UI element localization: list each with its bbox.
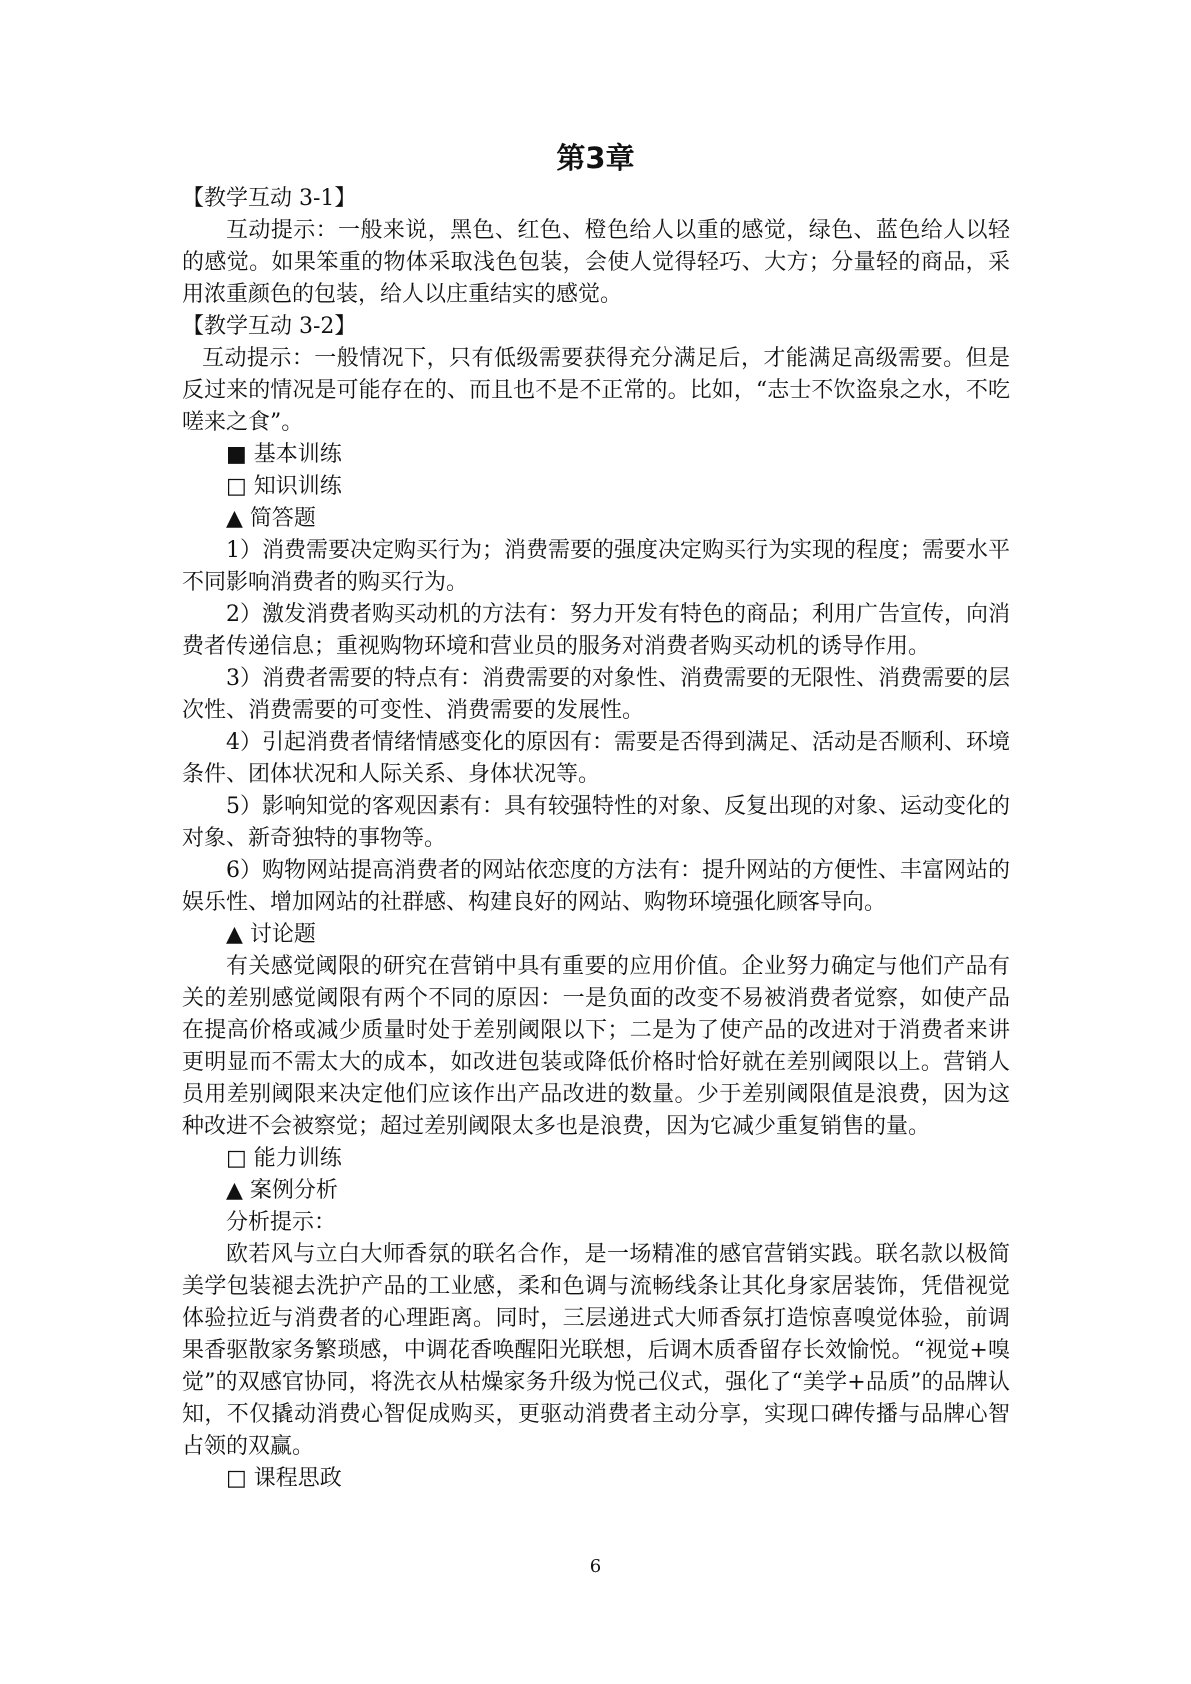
interaction-1-heading: 【教学互动 3-1】 bbox=[182, 186, 357, 211]
interaction-2-text: 互动提示：一般情况下，只有低级需要获得充分满足后，才能满足高级需要。但是反过来的情况是可能存在的、而且也不是不正常的。比如，“志士不饮盗泉之水，不吃嗟来之食”。 bbox=[182, 346, 1010, 435]
knowledge-training-heading: □ 知识训练 bbox=[226, 474, 342, 499]
interaction-1-text: 互动提示：一般来说，黑色、红色、橙色给人以重的感觉，绿色、蓝色给人以轻的感觉。如果笨重的物体采取浅色包装，会使人觉得轻巧、大方；分量轻的商品，采用浓重颜色的包装，给人以庄重结实的感觉。 bbox=[182, 218, 1010, 307]
document-body bbox=[182, 183, 1010, 1495]
answer-item: 2）激发消费者购买动机的方法有：努力开发有特色的商品；利用广告宣传，向消费者传递信息；重视购物环境和营业员的服务对消费者购买动机的诱导作用。 bbox=[182, 602, 1010, 659]
answer-item: 5）影响知觉的客观因素有：具有较强特性的对象、反复出现的对象、运动变化的对象、新奇独特的事物等。 bbox=[182, 794, 1010, 851]
discussion-heading: ▲ 讨论题 bbox=[226, 922, 316, 947]
case-analysis-heading: ▲ 案例分析 bbox=[226, 1178, 338, 1203]
interaction-2-heading: 【教学互动 3-2】 bbox=[182, 314, 357, 339]
answer-item: 3）消费者需要的特点有：消费需要的对象性、消费需要的无限性、消费需要的层次性、消费需要的可变性、消费需要的发展性。 bbox=[182, 666, 1010, 723]
short-answer-heading: ▲ 简答题 bbox=[226, 506, 316, 531]
chapter-title: 第3章 bbox=[556, 141, 635, 175]
discussion-text: 有关感觉阈限的研究在营销中具有重要的应用价值。企业努力确定与他们产品有关的差别感觉阈限有两个不同的原因：一是负面的改变不易被消费者觉察，如使产品在提高价格或减少质量时处于差别阈限以下；二是为了使产品的改进对于消费者来讲更明显而不需太大的成本，如改进包装或降低价格时恰好就在差别阈限以上。营销人员用差别阈限来决定他们应该作出产品改进的数量。少于差别阈限值是浪费，因为这种改进不会被察觉；超过差别阈限太多也是浪费，因为它减少重复销售的量。 bbox=[182, 954, 1010, 1139]
ability-training-heading: □ 能力训练 bbox=[226, 1146, 342, 1171]
basic-training-heading: ■ 基本训练 bbox=[226, 442, 342, 467]
analysis-hint-label: 分析提示： bbox=[226, 1210, 337, 1235]
answer-item: 4）引起消费者情绪情感变化的原因有：需要是否得到满足、活动是否顺利、环境条件、团体状况和人际关系、身体状况等。 bbox=[182, 730, 1010, 787]
answer-item: 1）消费需要决定购买行为；消费需要的强度决定购买行为实现的程度；需要水平不同影响消费者的购买行为。 bbox=[182, 538, 1010, 595]
answer-item: 6）购物网站提高消费者的网站依恋度的方法有：提升网站的方便性、丰富网站的娱乐性、增加网站的社群感、构建良好的网站、购物环境强化顾客导向。 bbox=[182, 858, 1010, 915]
page-number: 6 bbox=[589, 1556, 602, 1577]
course-ideology-heading: □ 课程思政 bbox=[226, 1466, 342, 1491]
case-analysis-text: 欧若风与立白大师香氛的联名合作，是一场精准的感官营销实践。联名款以极简美学包装褪去洗护产品的工业感，柔和色调与流畅线条让其化身家居装饰，凭借视觉体验拉近与消费者的心理距离。同时，三层递进式大师香氛打造惊喜嗅觉体验，前调果香驱散家务繁琐感，中调花香唤醒阳光联想，后调木质香留存长效愉悦。“视觉+嗅觉”的双感官协同，将洗衣从枯燥家务升级为悦己仪式，强化了“美学+品质”的品牌认知，不仅撬动消费心智促成购买，更驱动消费者主动分享，实现口碑传播与品牌心智占领的双赢。 bbox=[182, 1242, 1010, 1459]
